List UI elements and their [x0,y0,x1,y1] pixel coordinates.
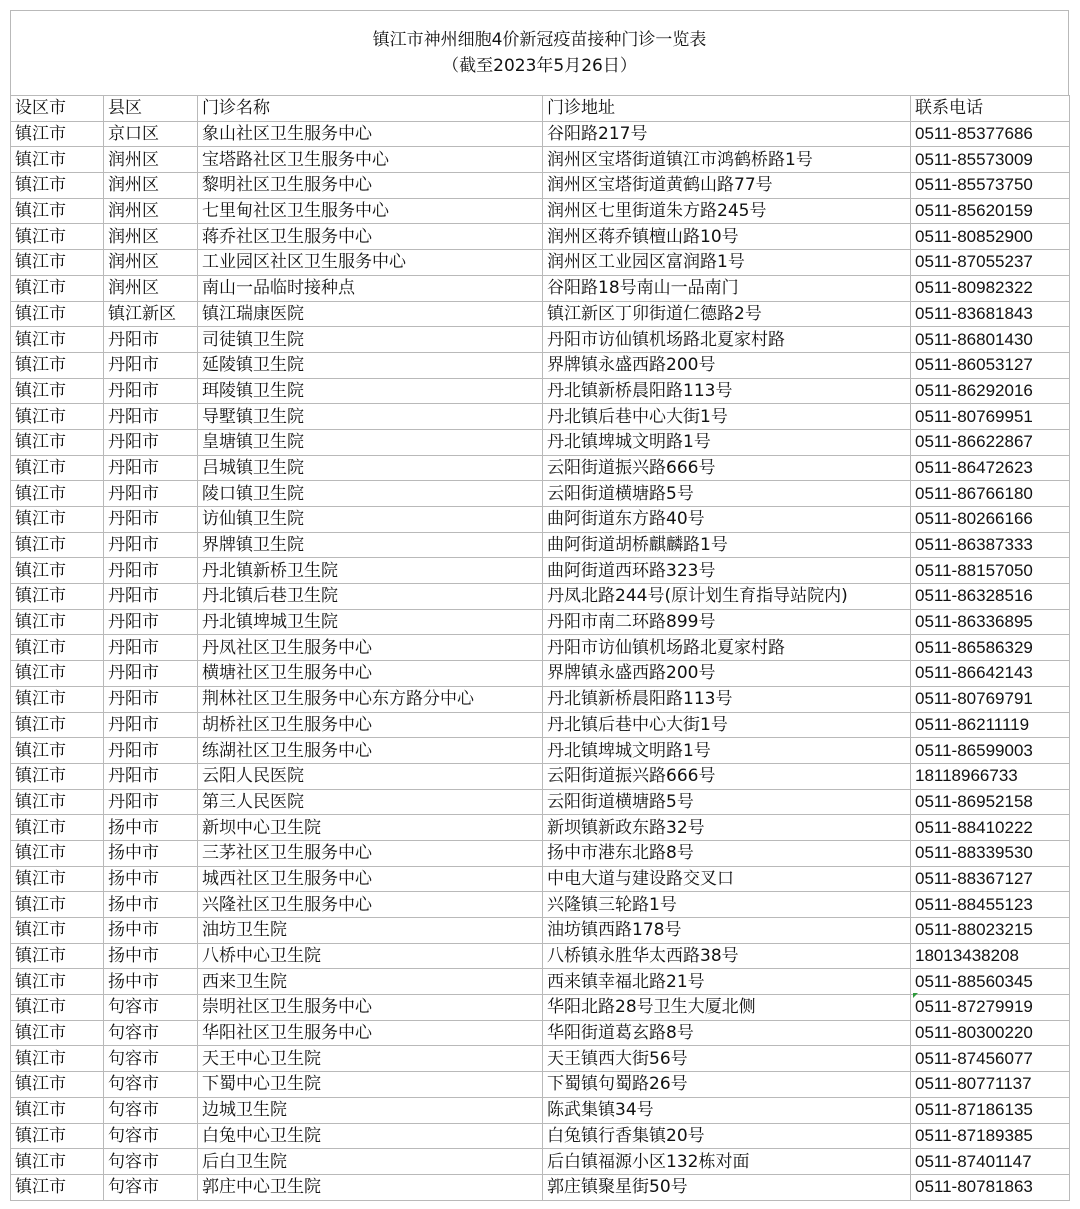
address-cell[interactable]: 新坝镇新政东路32号 [543,815,911,841]
clinic-name-cell[interactable]: 七里甸社区卫生服务中心 [198,198,543,224]
phone-cell[interactable]: 0511-87456077 [911,1046,1070,1072]
address-cell[interactable]: 润州区七里街道朱方路245号 [543,198,911,224]
district-cell[interactable]: 扬中市 [104,866,198,892]
table-row [11,789,1070,815]
city-cell[interactable]: 镇江市 [11,275,104,301]
city-cell[interactable]: 镇江市 [11,584,104,610]
district-cell[interactable]: 句容市 [104,1097,198,1123]
city-cell[interactable]: 镇江市 [11,1174,104,1200]
address-cell[interactable]: 丹北镇埤城文明路1号 [543,738,911,764]
table-row [11,918,1070,944]
table-row [11,969,1070,995]
city-cell[interactable]: 镇江市 [11,866,104,892]
district-cell[interactable]: 润州区 [104,250,198,276]
city-cell[interactable]: 镇江市 [11,455,104,481]
city-cell[interactable]: 镇江市 [11,301,104,327]
address-cell[interactable]: 扬中市港东北路8号 [543,840,911,866]
phone-cell[interactable]: 0511-88455123 [911,892,1070,918]
clinic-name-cell[interactable]: 界牌镇卫生院 [198,532,543,558]
clinic-name-cell[interactable]: 云阳人民医院 [198,763,543,789]
city-cell[interactable]: 镇江市 [11,763,104,789]
table-title: 镇江市神州细胞4价新冠疫苗接种门诊一览表 [372,30,707,50]
clinic-name-cell[interactable]: 荆林社区卫生服务中心东方路分中心 [198,686,543,712]
clinic-name-cell[interactable]: 延陵镇卫生院 [198,352,543,378]
address-cell[interactable]: 曲阿街道西环路323号 [543,558,911,584]
city-cell[interactable]: 镇江市 [11,789,104,815]
city-cell[interactable]: 镇江市 [11,661,104,687]
clinic-name-cell[interactable]: 城西社区卫生服务中心 [198,866,543,892]
clinic-name-cell[interactable]: 后白卫生院 [198,1149,543,1175]
address-cell[interactable]: 白兔镇行香集镇20号 [543,1123,911,1149]
clinic-name-cell[interactable]: 皇塘镇卫生院 [198,429,543,455]
district-cell[interactable]: 丹阳市 [104,429,198,455]
table-row [11,1097,1070,1123]
city-cell[interactable]: 镇江市 [11,712,104,738]
phone-cell[interactable]: 0511-86053127 [911,352,1070,378]
table-body [11,96,1070,1201]
phone-cell[interactable]: 0511-80769791 [911,686,1070,712]
city-cell[interactable]: 镇江市 [11,738,104,764]
city-cell[interactable]: 镇江市 [11,840,104,866]
city-cell[interactable]: 镇江市 [11,198,104,224]
district-cell[interactable]: 润州区 [104,275,198,301]
city-cell[interactable]: 镇江市 [11,250,104,276]
clinic-name-cell[interactable]: 白兔中心卫生院 [198,1123,543,1149]
district-cell[interactable]: 京口区 [104,121,198,147]
phone-cell[interactable]: 0511-86622867 [911,429,1070,455]
clinic-name-cell[interactable]: 西来卫生院 [198,969,543,995]
clinic-name-cell[interactable]: 蒋乔社区卫生服务中心 [198,224,543,250]
clinic-name-cell[interactable]: 郭庄中心卫生院 [198,1174,543,1200]
address-cell[interactable]: 润州区宝塔街道镇江市鸿鹤桥路1号 [543,147,911,173]
city-cell[interactable]: 镇江市 [11,507,104,533]
district-cell[interactable]: 丹阳市 [104,661,198,687]
address-cell[interactable]: 华阳北路28号卫生大厦北侧 [543,995,911,1021]
city-cell[interactable]: 镇江市 [11,609,104,635]
city-cell[interactable]: 镇江市 [11,532,104,558]
district-cell[interactable]: 丹阳市 [104,352,198,378]
phone-cell[interactable]: 0511-86472623 [911,455,1070,481]
table-row [11,173,1070,199]
city-cell[interactable]: 镇江市 [11,1097,104,1123]
phone-cell[interactable]: 0511-80769951 [911,404,1070,430]
clinic-name-cell[interactable]: 第三人民医院 [198,789,543,815]
district-cell[interactable]: 丹阳市 [104,558,198,584]
phone-cell[interactable]: 0511-86336895 [911,609,1070,635]
address-cell[interactable]: 油坊镇西路178号 [543,918,911,944]
address-cell[interactable]: 云阳街道振兴路666号 [543,455,911,481]
table-row [11,1046,1070,1072]
phone-cell[interactable]: 0511-85573009 [911,147,1070,173]
table-row [11,1149,1070,1175]
phone-cell[interactable]: 0511-87186135 [911,1097,1070,1123]
address-cell[interactable]: 八桥镇永胜华太西路38号 [543,943,911,969]
phone-cell[interactable]: 0511-87401147 [911,1149,1070,1175]
city-cell[interactable]: 镇江市 [11,327,104,353]
table-row [11,558,1070,584]
table-title-block [10,10,1069,95]
table-row [11,943,1070,969]
address-cell[interactable]: 润州区宝塔街道黄鹤山路77号 [543,173,911,199]
clinic-name-cell[interactable]: 南山一品临时接种点 [198,275,543,301]
phone-cell[interactable]: 0511-80781863 [911,1174,1070,1200]
phone-cell[interactable]: 0511-86801430 [911,327,1070,353]
header-row [11,96,1070,122]
phone-cell[interactable]: 0511-80852900 [911,224,1070,250]
address-cell[interactable]: 丹阳市访仙镇机场路北夏家村路 [543,327,911,353]
table-row [11,275,1070,301]
phone-cell[interactable]: 0511-85377686 [911,121,1070,147]
address-cell[interactable]: 兴隆镇三轮路1号 [543,892,911,918]
table-row [11,1020,1070,1046]
phone-cell[interactable]: 0511-88367127 [911,866,1070,892]
phone-cell[interactable]: 0511-86387333 [911,532,1070,558]
table-row [11,378,1070,404]
phone-cell[interactable]: 0511-80771137 [911,1072,1070,1098]
address-cell[interactable]: 郭庄镇聚星街50号 [543,1174,911,1200]
address-cell[interactable]: 天王镇西大街56号 [543,1046,911,1072]
clinic-table [10,95,1070,1201]
table-row [11,147,1070,173]
table-row [11,250,1070,276]
clinic-name-cell[interactable]: 陵口镇卫生院 [198,481,543,507]
city-cell[interactable]: 镇江市 [11,686,104,712]
city-cell[interactable]: 镇江市 [11,1020,104,1046]
district-cell[interactable]: 丹阳市 [104,327,198,353]
phone-cell[interactable]: 0511-87189385 [911,1123,1070,1149]
table-subtitle: （截至2023年5月26日） [442,56,637,76]
clinic-name-cell[interactable]: 丹凤社区卫生服务中心 [198,635,543,661]
city-cell[interactable]: 镇江市 [11,943,104,969]
phone-cell[interactable]: 0511-86586329 [911,635,1070,661]
address-cell[interactable]: 陈武集镇34号 [543,1097,911,1123]
clinic-name-cell[interactable]: 胡桥社区卫生服务中心 [198,712,543,738]
city-cell[interactable]: 镇江市 [11,1123,104,1149]
city-cell[interactable]: 镇江市 [11,635,104,661]
phone-cell[interactable]: 0511-85620159 [911,198,1070,224]
address-cell[interactable]: 润州区蒋乔镇檀山路10号 [543,224,911,250]
table-row [11,327,1070,353]
address-cell[interactable]: 界牌镇永盛西路200号 [543,352,911,378]
clinic-name-cell[interactable]: 横塘社区卫生服务中心 [198,661,543,687]
district-cell[interactable]: 扬中市 [104,943,198,969]
address-cell[interactable]: 丹凤北路244号(原计划生育指导站院内) [543,584,911,610]
table-row [11,121,1070,147]
clinic-name-cell[interactable]: 油坊卫生院 [198,918,543,944]
address-cell[interactable]: 曲阿街道胡桥麒麟路1号 [543,532,911,558]
table-row [11,455,1070,481]
address-cell[interactable]: 曲阿街道东方路40号 [543,507,911,533]
table-row [11,1072,1070,1098]
district-cell[interactable]: 丹阳市 [104,609,198,635]
district-cell[interactable]: 丹阳市 [104,738,198,764]
district-cell[interactable]: 丹阳市 [104,532,198,558]
city-cell[interactable]: 镇江市 [11,121,104,147]
clinic-name-cell[interactable]: 工业园区社区卫生服务中心 [198,250,543,276]
column-header[interactable]: 门诊地址 [543,96,911,122]
phone-cell[interactable]: 18118966733 [911,763,1070,789]
district-cell[interactable]: 丹阳市 [104,481,198,507]
phone-cell[interactable]: 0511-88410222 [911,815,1070,841]
address-cell[interactable]: 丹北镇后巷中心大街1号 [543,404,911,430]
district-cell[interactable]: 丹阳市 [104,378,198,404]
district-cell[interactable]: 丹阳市 [104,455,198,481]
district-cell[interactable]: 扬中市 [104,840,198,866]
clinic-name-cell[interactable]: 崇明社区卫生服务中心 [198,995,543,1021]
district-cell[interactable]: 扬中市 [104,969,198,995]
table-row [11,301,1070,327]
table-row [11,532,1070,558]
city-cell[interactable]: 镇江市 [11,815,104,841]
city-cell[interactable]: 镇江市 [11,995,104,1021]
address-cell[interactable]: 丹北镇后巷中心大街1号 [543,712,911,738]
clinic-name-cell[interactable]: 八桥中心卫生院 [198,943,543,969]
clinic-name-cell[interactable]: 吕城镇卫生院 [198,455,543,481]
address-cell[interactable]: 云阳街道横塘路5号 [543,789,911,815]
phone-cell[interactable]: 0511-86599003 [911,738,1070,764]
phone-cell[interactable]: 0511-85573750 [911,173,1070,199]
clinic-name-cell[interactable]: 华阳社区卫生服务中心 [198,1020,543,1046]
phone-cell[interactable]: 0511-80266166 [911,507,1070,533]
district-cell[interactable]: 丹阳市 [104,712,198,738]
city-cell[interactable]: 镇江市 [11,378,104,404]
district-cell[interactable]: 句容市 [104,995,198,1021]
address-cell[interactable]: 谷阳路217号 [543,121,911,147]
column-header[interactable]: 县区 [104,96,198,122]
district-cell[interactable]: 扬中市 [104,918,198,944]
table-row [11,763,1070,789]
clinic-name-cell[interactable]: 司徒镇卫生院 [198,327,543,353]
phone-cell[interactable]: 0511-80982322 [911,275,1070,301]
clinic-name-cell[interactable]: 象山社区卫生服务中心 [198,121,543,147]
city-cell[interactable]: 镇江市 [11,352,104,378]
district-cell[interactable]: 句容市 [104,1174,198,1200]
spreadsheet [10,10,1069,1201]
phone-cell[interactable]: 0511-87279919 [911,995,1070,1021]
clinic-name-cell[interactable]: 访仙镇卫生院 [198,507,543,533]
address-cell[interactable]: 下蜀镇句蜀路26号 [543,1072,911,1098]
address-cell[interactable]: 丹北镇新桥晨阳路113号 [543,378,911,404]
city-cell[interactable]: 镇江市 [11,969,104,995]
district-cell[interactable]: 句容市 [104,1149,198,1175]
address-cell[interactable]: 镇江新区丁卯街道仁德路2号 [543,301,911,327]
table-row [11,584,1070,610]
address-cell[interactable]: 华阳街道葛玄路8号 [543,1020,911,1046]
cell-comment-marker [913,993,918,998]
district-cell[interactable]: 润州区 [104,198,198,224]
clinic-name-cell[interactable]: 丹北镇埤城卫生院 [198,609,543,635]
clinic-name-cell[interactable]: 新坝中心卫生院 [198,815,543,841]
clinic-name-cell[interactable]: 宝塔路社区卫生服务中心 [198,147,543,173]
city-cell[interactable]: 镇江市 [11,892,104,918]
district-cell[interactable]: 丹阳市 [104,789,198,815]
phone-cell[interactable]: 0511-86642143 [911,661,1070,687]
clinic-name-cell[interactable]: 边城卫生院 [198,1097,543,1123]
clinic-name-cell[interactable]: 兴隆社区卫生服务中心 [198,892,543,918]
table-row [11,995,1070,1021]
city-cell[interactable]: 镇江市 [11,1046,104,1072]
district-cell[interactable]: 丹阳市 [104,763,198,789]
city-cell[interactable]: 镇江市 [11,1149,104,1175]
column-header[interactable]: 联系电话 [911,96,1070,122]
city-cell[interactable]: 镇江市 [11,558,104,584]
address-cell[interactable]: 丹北镇埤城文明路1号 [543,429,911,455]
clinic-name-cell[interactable]: 丹北镇后巷卫生院 [198,584,543,610]
address-cell[interactable]: 后白镇福源小区132栋对面 [543,1149,911,1175]
table-row [11,481,1070,507]
clinic-name-cell[interactable]: 下蜀中心卫生院 [198,1072,543,1098]
clinic-name-cell[interactable]: 珥陵镇卫生院 [198,378,543,404]
address-cell[interactable]: 丹阳市南二环路899号 [543,609,911,635]
table-row [11,1174,1070,1200]
address-cell[interactable]: 润州区工业园区富润路1号 [543,250,911,276]
address-cell[interactable]: 谷阳路18号南山一品南门 [543,275,911,301]
district-cell[interactable]: 丹阳市 [104,507,198,533]
phone-cell[interactable]: 0511-87055237 [911,250,1070,276]
phone-cell[interactable]: 0511-86292016 [911,378,1070,404]
city-cell[interactable]: 镇江市 [11,1072,104,1098]
phone-cell[interactable]: 0511-86952158 [911,789,1070,815]
table-row [11,815,1070,841]
address-cell[interactable]: 丹阳市访仙镇机场路北夏家村路 [543,635,911,661]
district-cell[interactable]: 丹阳市 [104,686,198,712]
column-header[interactable]: 设区市 [11,96,104,122]
district-cell[interactable]: 句容市 [104,1123,198,1149]
city-cell[interactable]: 镇江市 [11,147,104,173]
clinic-name-cell[interactable]: 天王中心卫生院 [198,1046,543,1072]
district-cell[interactable]: 丹阳市 [104,584,198,610]
table-row [11,224,1070,250]
table-row [11,635,1070,661]
phone-cell[interactable]: 0511-88339530 [911,840,1070,866]
district-cell[interactable]: 句容市 [104,1020,198,1046]
phone-cell[interactable]: 0511-86766180 [911,481,1070,507]
clinic-name-cell[interactable]: 黎明社区卫生服务中心 [198,173,543,199]
phone-cell[interactable]: 0511-80300220 [911,1020,1070,1046]
city-cell[interactable]: 镇江市 [11,918,104,944]
clinic-name-cell[interactable]: 练湖社区卫生服务中心 [198,738,543,764]
district-cell[interactable]: 句容市 [104,1072,198,1098]
city-cell[interactable]: 镇江市 [11,481,104,507]
table-row [11,686,1070,712]
table-row [11,198,1070,224]
clinic-name-cell[interactable]: 导墅镇卫生院 [198,404,543,430]
address-cell[interactable]: 中电大道与建设路交叉口 [543,866,911,892]
phone-cell[interactable]: 18013438208 [911,943,1070,969]
district-cell[interactable]: 丹阳市 [104,635,198,661]
city-cell[interactable]: 镇江市 [11,404,104,430]
clinic-name-cell[interactable]: 三茅社区卫生服务中心 [198,840,543,866]
city-cell[interactable]: 镇江市 [11,173,104,199]
column-header[interactable]: 门诊名称 [198,96,543,122]
table-row [11,404,1070,430]
table-row [11,738,1070,764]
district-cell[interactable]: 润州区 [104,147,198,173]
clinic-name-cell[interactable]: 镇江瑞康医院 [198,301,543,327]
table-row [11,892,1070,918]
phone-cell[interactable]: 0511-88157050 [911,558,1070,584]
address-cell[interactable]: 界牌镇永盛西路200号 [543,661,911,687]
table-row [11,352,1070,378]
district-cell[interactable]: 镇江新区 [104,301,198,327]
table-row [11,712,1070,738]
address-cell[interactable]: 西来镇幸福北路21号 [543,969,911,995]
district-cell[interactable]: 扬中市 [104,815,198,841]
city-cell[interactable]: 镇江市 [11,224,104,250]
table-row [11,1123,1070,1149]
district-cell[interactable]: 扬中市 [104,892,198,918]
district-cell[interactable]: 润州区 [104,173,198,199]
table-row [11,840,1070,866]
table-row [11,661,1070,687]
address-cell[interactable]: 云阳街道振兴路666号 [543,763,911,789]
clinic-name-cell[interactable]: 丹北镇新桥卫生院 [198,558,543,584]
address-cell[interactable]: 云阳街道横塘路5号 [543,481,911,507]
phone-cell[interactable]: 0511-83681843 [911,301,1070,327]
district-cell[interactable]: 润州区 [104,224,198,250]
phone-cell[interactable]: 0511-88560345 [911,969,1070,995]
phone-cell[interactable]: 0511-86328516 [911,584,1070,610]
address-cell[interactable]: 丹北镇新桥晨阳路113号 [543,686,911,712]
phone-cell[interactable]: 0511-88023215 [911,918,1070,944]
table-row [11,429,1070,455]
table-row [11,866,1070,892]
district-cell[interactable]: 句容市 [104,1046,198,1072]
table-row [11,507,1070,533]
phone-cell[interactable]: 0511-86211119 [911,712,1070,738]
district-cell[interactable]: 丹阳市 [104,404,198,430]
table-row [11,609,1070,635]
city-cell[interactable]: 镇江市 [11,429,104,455]
